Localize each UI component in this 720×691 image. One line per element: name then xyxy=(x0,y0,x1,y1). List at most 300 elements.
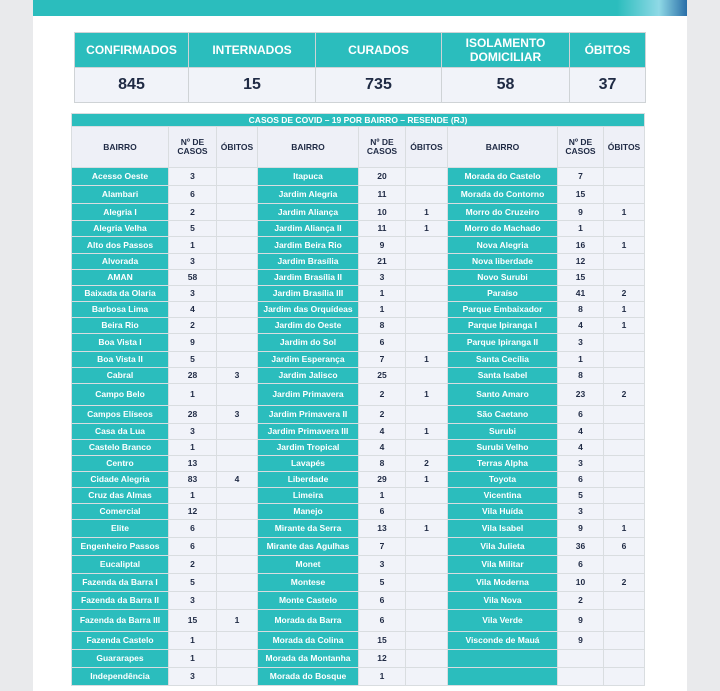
bairro-name: Vila Isabel xyxy=(448,520,558,538)
casos-count: 12 xyxy=(169,504,217,520)
bairro-name: Vila Verde xyxy=(448,610,558,632)
bairro-name: Morada do Contorno xyxy=(448,186,558,204)
bairro-name: Casa da Lua xyxy=(72,424,169,440)
casos-count: 3 xyxy=(169,424,217,440)
casos-count: 9 xyxy=(169,334,217,352)
table-row xyxy=(72,456,645,472)
casos-count: 1 xyxy=(169,488,217,504)
obitos-count: 1 xyxy=(604,520,645,538)
obitos-count: 1 xyxy=(406,384,448,406)
obitos-count xyxy=(217,632,258,650)
table-row xyxy=(72,440,645,456)
casos-count: 83 xyxy=(169,472,217,488)
col-header-obitos: ÓBITOS xyxy=(406,127,448,168)
obitos-count xyxy=(217,237,258,254)
obitos-count xyxy=(406,286,448,302)
bairros-table xyxy=(71,113,645,686)
obitos-count xyxy=(217,556,258,574)
obitos-count xyxy=(217,592,258,610)
bairro-name: Jardim Alegria xyxy=(258,186,359,204)
obitos-count xyxy=(217,538,258,556)
obitos-count xyxy=(406,440,448,456)
casos-count: 7 xyxy=(359,352,406,368)
casos-count: 3 xyxy=(169,286,217,302)
obitos-count xyxy=(217,668,258,686)
summary-header-isolamento: ISOLAMENTO DOMICILIAR xyxy=(442,33,570,68)
obitos-count: 1 xyxy=(604,204,645,221)
bairro-name: Parque Ipiranga I xyxy=(448,318,558,334)
bairro-name: Itapuca xyxy=(258,168,359,186)
col-header-casos: Nº DE CASOS xyxy=(558,127,604,168)
casos-count: 6 xyxy=(359,592,406,610)
table-row xyxy=(72,168,645,186)
obitos-count xyxy=(406,237,448,254)
casos-count: 1 xyxy=(169,440,217,456)
casos-count: 2 xyxy=(359,406,406,424)
obitos-count xyxy=(406,368,448,384)
bairro-name: Boa Vista I xyxy=(72,334,169,352)
table-row xyxy=(72,318,645,334)
col-header-bairro: BAIRRO xyxy=(258,127,359,168)
obitos-count xyxy=(406,488,448,504)
obitos-count: 1 xyxy=(217,610,258,632)
bairro-name: Cabral xyxy=(72,368,169,384)
obitos-count: 1 xyxy=(406,520,448,538)
casos-count: 12 xyxy=(558,254,604,270)
bairro-name: Monet xyxy=(258,556,359,574)
obitos-count xyxy=(406,632,448,650)
casos-count: 9 xyxy=(558,610,604,632)
casos-count: 3 xyxy=(558,504,604,520)
bairro-name: AMAN xyxy=(72,270,169,286)
obitos-count xyxy=(604,668,645,686)
bairro-name: Eucaliptal xyxy=(72,556,169,574)
casos-count: 1 xyxy=(169,632,217,650)
bairro-name: Morada do Bosque xyxy=(258,668,359,686)
casos-count: 10 xyxy=(359,204,406,221)
obitos-count xyxy=(406,650,448,668)
col-header-obitos: ÓBITOS xyxy=(217,127,258,168)
casos-count: 16 xyxy=(558,237,604,254)
bairro-name: Beira Rio xyxy=(72,318,169,334)
casos-count: 9 xyxy=(359,237,406,254)
obitos-count xyxy=(604,592,645,610)
obitos-count xyxy=(217,574,258,592)
obitos-count xyxy=(604,221,645,237)
casos-count: 1 xyxy=(169,384,217,406)
obitos-count xyxy=(406,254,448,270)
table-row xyxy=(72,610,645,632)
casos-count: 4 xyxy=(558,440,604,456)
casos-count: 58 xyxy=(169,270,217,286)
bairro-name: Campo Belo xyxy=(72,384,169,406)
casos-count: 9 xyxy=(558,632,604,650)
summary-value-confirmados: 845 xyxy=(75,68,189,103)
casos-count: 29 xyxy=(359,472,406,488)
table-row xyxy=(72,488,645,504)
bairro-name: Surubi Velho xyxy=(448,440,558,456)
table-row xyxy=(72,504,645,520)
casos-count: 6 xyxy=(359,504,406,520)
bairro-name: Novo Surubi xyxy=(448,270,558,286)
casos-count xyxy=(558,650,604,668)
table-row xyxy=(72,334,645,352)
bairro-name: Parque Ipiranga II xyxy=(448,334,558,352)
obitos-count xyxy=(406,334,448,352)
casos-count: 28 xyxy=(169,368,217,384)
bairro-name: Alegria I xyxy=(72,204,169,221)
obitos-count xyxy=(217,302,258,318)
bairro-name: Fazenda Castelo xyxy=(72,632,169,650)
obitos-count xyxy=(604,406,645,424)
col-header-obitos: ÓBITOS xyxy=(604,127,645,168)
bairro-name: Manejo xyxy=(258,504,359,520)
summary-table xyxy=(74,32,646,103)
bairro-name: Jardim Brasília III xyxy=(258,286,359,302)
bairro-name: Cidade Alegria xyxy=(72,472,169,488)
col-header-casos: Nº DE CASOS xyxy=(169,127,217,168)
casos-count: 41 xyxy=(558,286,604,302)
casos-count: 1 xyxy=(359,488,406,504)
casos-count: 1 xyxy=(169,650,217,668)
bairro-name: Terras Alpha xyxy=(448,456,558,472)
bairro-name: Vila Moderna xyxy=(448,574,558,592)
bairro-name: Paraíso xyxy=(448,286,558,302)
casos-count: 6 xyxy=(169,538,217,556)
casos-count: 4 xyxy=(558,424,604,440)
table-row xyxy=(72,650,645,668)
bairro-name: Jardim Primavera II xyxy=(258,406,359,424)
obitos-count xyxy=(604,368,645,384)
bairro-name: Jardim do Sol xyxy=(258,334,359,352)
obitos-count xyxy=(217,204,258,221)
obitos-count xyxy=(604,254,645,270)
casos-count: 1 xyxy=(359,286,406,302)
bairro-name: Jardim Beira Rio xyxy=(258,237,359,254)
casos-count: 3 xyxy=(169,168,217,186)
table-row xyxy=(72,368,645,384)
obitos-count xyxy=(604,504,645,520)
casos-count: 13 xyxy=(169,456,217,472)
casos-count: 1 xyxy=(558,221,604,237)
casos-count: 3 xyxy=(169,254,217,270)
casos-count: 7 xyxy=(359,538,406,556)
obitos-count xyxy=(217,334,258,352)
bairro-name: Vila Nova xyxy=(448,592,558,610)
casos-count: 15 xyxy=(558,186,604,204)
obitos-count: 1 xyxy=(406,221,448,237)
casos-count: 2 xyxy=(359,384,406,406)
summary-header-confirmados: CONFIRMADOS xyxy=(75,33,189,68)
casos-count: 10 xyxy=(558,574,604,592)
casos-count: 3 xyxy=(359,270,406,286)
casos-count: 3 xyxy=(558,334,604,352)
bairro-name: Mirante da Serra xyxy=(258,520,359,538)
col-header-casos: Nº DE CASOS xyxy=(359,127,406,168)
obitos-count xyxy=(604,556,645,574)
bairro-name: Alegria Velha xyxy=(72,221,169,237)
obitos-count xyxy=(217,221,258,237)
casos-count: 25 xyxy=(359,368,406,384)
obitos-count: 6 xyxy=(604,538,645,556)
bairro-name: Castelo Branco xyxy=(72,440,169,456)
bairro-name: Morada do Castelo xyxy=(448,168,558,186)
bairro-name: Santa Isabel xyxy=(448,368,558,384)
bairro-name: Jardim Aliança II xyxy=(258,221,359,237)
casos-count: 6 xyxy=(169,186,217,204)
bairro-name: Limeira xyxy=(258,488,359,504)
obitos-count xyxy=(217,270,258,286)
casos-count: 12 xyxy=(359,650,406,668)
obitos-count: 2 xyxy=(604,574,645,592)
summary-header-obitos: ÓBITOS xyxy=(570,33,646,68)
obitos-count xyxy=(604,352,645,368)
obitos-count xyxy=(217,254,258,270)
obitos-count xyxy=(406,574,448,592)
bairro-name: Liberdade xyxy=(258,472,359,488)
casos-count: 5 xyxy=(169,352,217,368)
casos-count: 11 xyxy=(359,221,406,237)
obitos-count xyxy=(604,456,645,472)
casos-count: 13 xyxy=(359,520,406,538)
bairro-name: Parque Embaixador xyxy=(448,302,558,318)
casos-count: 11 xyxy=(359,186,406,204)
casos-count: 20 xyxy=(359,168,406,186)
obitos-count xyxy=(604,270,645,286)
table-row xyxy=(72,204,645,221)
table-row xyxy=(72,352,645,368)
bairro-name: Independência xyxy=(72,668,169,686)
casos-count: 8 xyxy=(558,302,604,318)
bairro-name: Vila Huída xyxy=(448,504,558,520)
obitos-count xyxy=(406,668,448,686)
bairro-name: Morada da Barra xyxy=(258,610,359,632)
bairro-name: Jardim Jalisco xyxy=(258,368,359,384)
casos-count: 4 xyxy=(359,424,406,440)
table-row xyxy=(72,286,645,302)
obitos-count: 1 xyxy=(406,204,448,221)
table-row xyxy=(72,472,645,488)
obitos-count: 1 xyxy=(406,352,448,368)
obitos-count xyxy=(217,286,258,302)
bairro-name: Comercial xyxy=(72,504,169,520)
col-header-bairro: BAIRRO xyxy=(72,127,169,168)
obitos-count xyxy=(406,556,448,574)
casos-count: 28 xyxy=(169,406,217,424)
obitos-count xyxy=(406,538,448,556)
casos-count: 8 xyxy=(359,318,406,334)
table-row xyxy=(72,237,645,254)
casos-count: 3 xyxy=(169,668,217,686)
table-row xyxy=(72,520,645,538)
bairro-name: Morada da Colina xyxy=(258,632,359,650)
bairro-name: Alto dos Passos xyxy=(72,237,169,254)
casos-count: 3 xyxy=(558,456,604,472)
obitos-count xyxy=(217,168,258,186)
casos-count: 8 xyxy=(558,368,604,384)
bairro-name: Lavapés xyxy=(258,456,359,472)
table-row xyxy=(72,556,645,574)
casos-count: 6 xyxy=(558,556,604,574)
bairro-name: Mirante das Agulhas xyxy=(258,538,359,556)
table-row xyxy=(72,406,645,424)
casos-count: 23 xyxy=(558,384,604,406)
table-row xyxy=(72,254,645,270)
table-row xyxy=(72,424,645,440)
obitos-count xyxy=(406,406,448,424)
casos-count: 6 xyxy=(359,334,406,352)
bairro-name: Jardim Tropical xyxy=(258,440,359,456)
casos-count: 36 xyxy=(558,538,604,556)
bairro-name: Jardim Aliança xyxy=(258,204,359,221)
obitos-count xyxy=(604,186,645,204)
bairro-name: São Caetano xyxy=(448,406,558,424)
table-row xyxy=(72,668,645,686)
casos-count: 5 xyxy=(169,221,217,237)
table-caption: CASOS DE COVID – 19 POR BAIRRO – RESENDE (RJ) xyxy=(72,114,645,127)
obitos-count xyxy=(217,318,258,334)
header-banner xyxy=(33,0,687,16)
bairro-name: Jardim Brasília II xyxy=(258,270,359,286)
casos-count: 2 xyxy=(558,592,604,610)
casos-count: 5 xyxy=(558,488,604,504)
bairro-name xyxy=(448,650,558,668)
summary-value-isolamento: 58 xyxy=(442,68,570,103)
obitos-count: 1 xyxy=(604,302,645,318)
bairro-name: Jardim Esperança xyxy=(258,352,359,368)
bairro-name: Campos Elíseos xyxy=(72,406,169,424)
bairro-name: Baixada da Olaria xyxy=(72,286,169,302)
obitos-count xyxy=(406,302,448,318)
bairro-name: Alambari xyxy=(72,186,169,204)
bairro-name: Nova liberdade xyxy=(448,254,558,270)
bairro-name: Jardim do Oeste xyxy=(258,318,359,334)
obitos-count xyxy=(217,384,258,406)
casos-count: 1 xyxy=(169,237,217,254)
table-row xyxy=(72,384,645,406)
casos-count: 2 xyxy=(169,556,217,574)
obitos-count xyxy=(604,472,645,488)
casos-count: 6 xyxy=(169,520,217,538)
obitos-count xyxy=(406,318,448,334)
obitos-count: 1 xyxy=(604,318,645,334)
obitos-count xyxy=(217,440,258,456)
casos-count: 3 xyxy=(359,556,406,574)
casos-count: 15 xyxy=(359,632,406,650)
banner-decoration xyxy=(617,0,687,16)
casos-count: 1 xyxy=(359,668,406,686)
obitos-count: 2 xyxy=(406,456,448,472)
obitos-count xyxy=(604,334,645,352)
bairro-name: Fazenda da Barra I xyxy=(72,574,169,592)
bairro-name: Vila Julieta xyxy=(448,538,558,556)
summary-value-internados: 15 xyxy=(189,68,316,103)
casos-count: 6 xyxy=(359,610,406,632)
bairro-name: Elite xyxy=(72,520,169,538)
bairro-name: Alvorada xyxy=(72,254,169,270)
table-row xyxy=(72,538,645,556)
casos-count: 15 xyxy=(558,270,604,286)
bairro-name: Engenheiro Passos xyxy=(72,538,169,556)
casos-count: 9 xyxy=(558,520,604,538)
col-header-bairro: BAIRRO xyxy=(448,127,558,168)
obitos-count: 3 xyxy=(217,406,258,424)
obitos-count: 2 xyxy=(604,286,645,302)
casos-count: 7 xyxy=(558,168,604,186)
obitos-count: 1 xyxy=(406,424,448,440)
bairro-name xyxy=(448,668,558,686)
bairro-name: Fazenda da Barra III xyxy=(72,610,169,632)
bairro-name: Vila Militar xyxy=(448,556,558,574)
casos-count: 9 xyxy=(558,204,604,221)
casos-count: 4 xyxy=(558,318,604,334)
casos-count: 8 xyxy=(359,456,406,472)
bairro-name: Jardim das Orquídeas xyxy=(258,302,359,318)
obitos-count xyxy=(406,592,448,610)
obitos-count: 3 xyxy=(217,368,258,384)
casos-count: 15 xyxy=(169,610,217,632)
bairro-name: Cruz das Almas xyxy=(72,488,169,504)
obitos-count xyxy=(604,632,645,650)
bairro-name: Monte Castelo xyxy=(258,592,359,610)
obitos-count: 2 xyxy=(604,384,645,406)
bairro-name: Santa Cecília xyxy=(448,352,558,368)
table-row xyxy=(72,574,645,592)
obitos-count xyxy=(604,488,645,504)
casos-count: 2 xyxy=(169,204,217,221)
bairro-name: Morro do Machado xyxy=(448,221,558,237)
obitos-count xyxy=(406,504,448,520)
obitos-count xyxy=(217,504,258,520)
obitos-count xyxy=(217,488,258,504)
obitos-count xyxy=(406,610,448,632)
bairro-name: Morada da Montanha xyxy=(258,650,359,668)
table-row xyxy=(72,270,645,286)
casos-count: 5 xyxy=(169,574,217,592)
obitos-count xyxy=(217,456,258,472)
bairro-name: Jardim Brasília xyxy=(258,254,359,270)
casos-count: 2 xyxy=(169,318,217,334)
bairro-name: Surubi xyxy=(448,424,558,440)
casos-count: 6 xyxy=(558,472,604,488)
obitos-count: 4 xyxy=(217,472,258,488)
casos-count: 5 xyxy=(359,574,406,592)
summary-value-obitos: 37 xyxy=(570,68,646,103)
obitos-count: 1 xyxy=(604,237,645,254)
casos-count: 21 xyxy=(359,254,406,270)
obitos-count xyxy=(406,270,448,286)
bairro-name: Nova Alegria xyxy=(448,237,558,254)
bairro-name: Jardim Primavera xyxy=(258,384,359,406)
table-row xyxy=(72,186,645,204)
obitos-count xyxy=(406,168,448,186)
bairro-name: Morro do Cruzeiro xyxy=(448,204,558,221)
bairro-name: Vicentina xyxy=(448,488,558,504)
obitos-count xyxy=(406,186,448,204)
obitos-count xyxy=(217,352,258,368)
bairro-name: Centro xyxy=(72,456,169,472)
summary-header-internados: INTERNADOS xyxy=(189,33,316,68)
bairro-name: Visconde de Mauá xyxy=(448,632,558,650)
bairro-name: Santo Amaro xyxy=(448,384,558,406)
obitos-count xyxy=(217,186,258,204)
casos-count xyxy=(558,668,604,686)
bairro-name: Boa Vista II xyxy=(72,352,169,368)
obitos-count xyxy=(604,440,645,456)
bairro-name: Acesso Oeste xyxy=(72,168,169,186)
casos-count: 4 xyxy=(359,440,406,456)
bairro-name: Guararapes xyxy=(72,650,169,668)
